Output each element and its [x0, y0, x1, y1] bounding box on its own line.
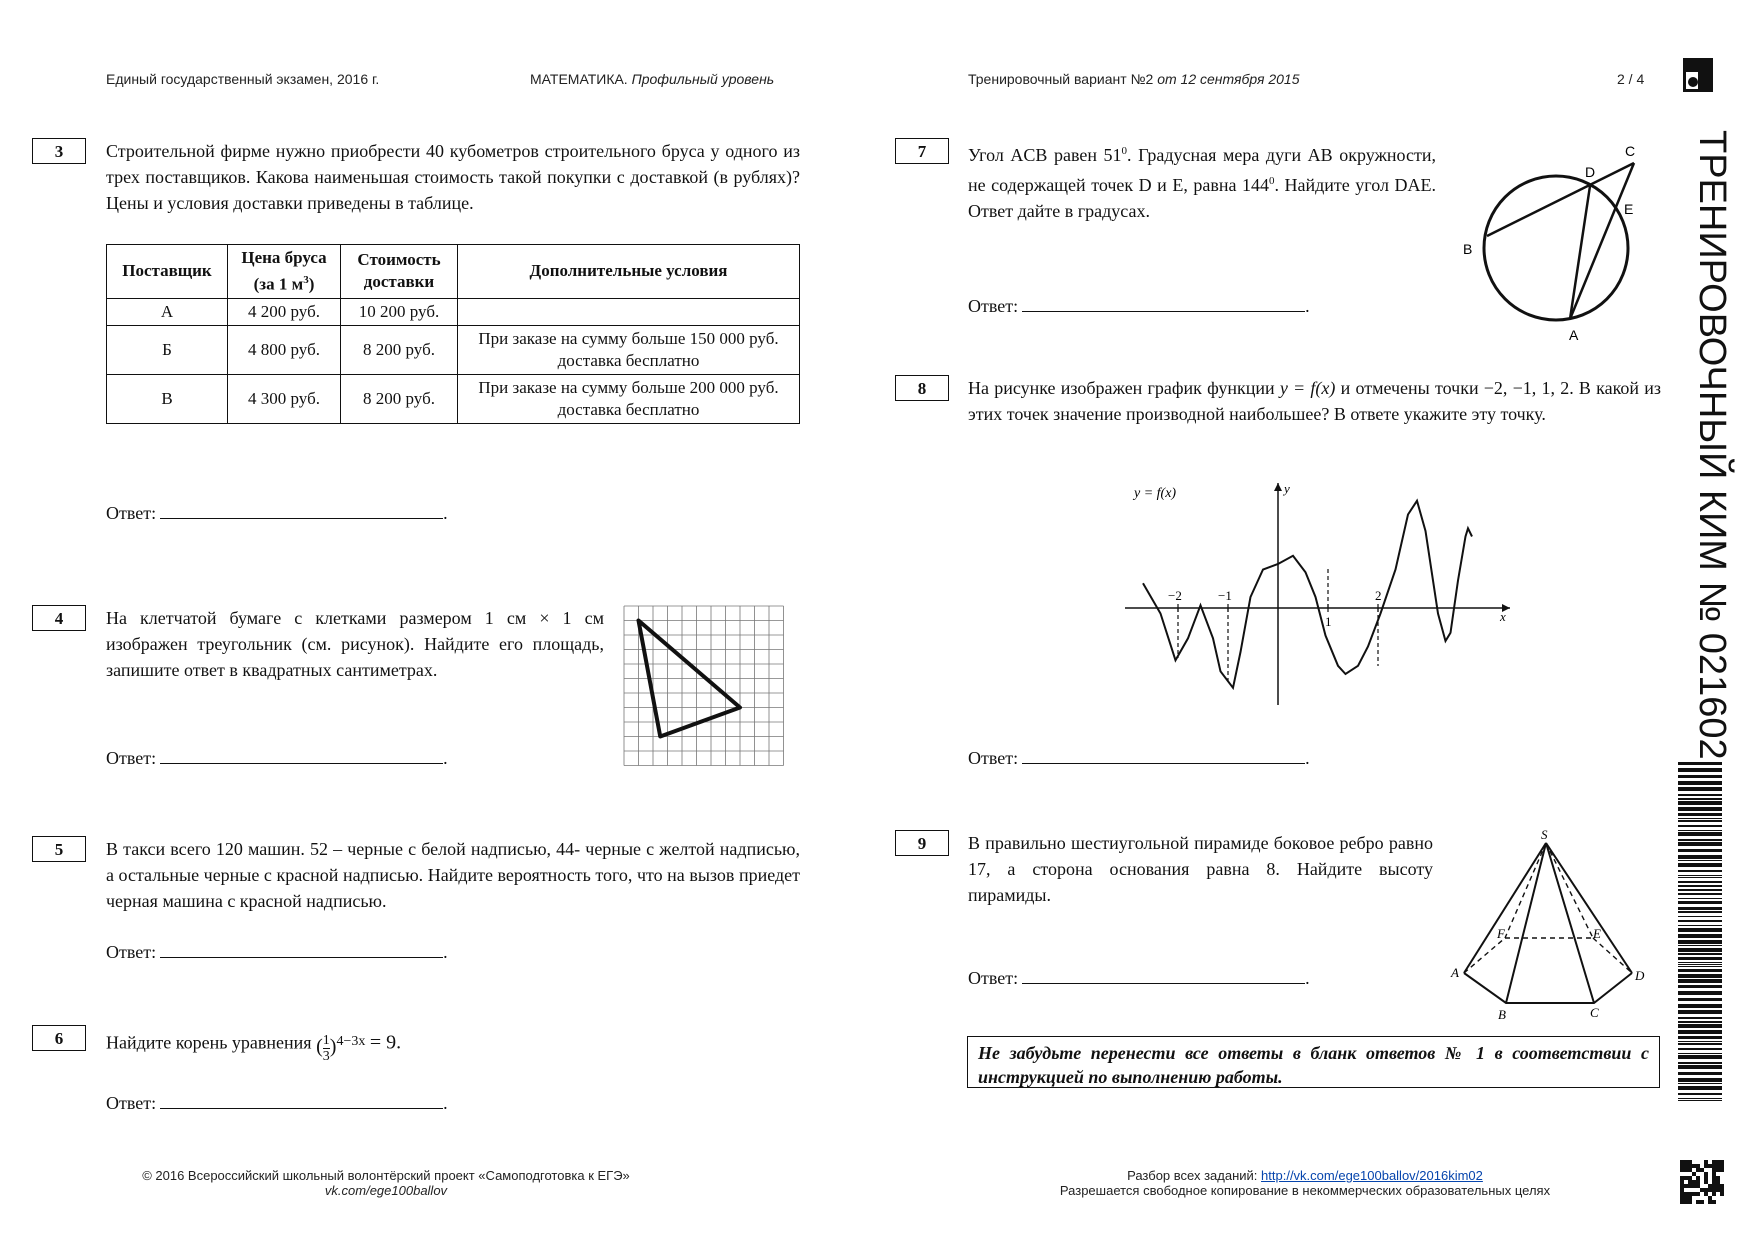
footer-project-link: vk.com/ege100ballov: [324, 1183, 448, 1198]
qr-module: [1692, 1180, 1696, 1184]
qr-module: [1704, 1176, 1708, 1180]
barcode-bar: [1678, 991, 1722, 995]
barcode-bar: [1678, 1048, 1722, 1050]
barcode-bar: [1678, 985, 1722, 988]
barcode-bar: [1678, 957, 1722, 960]
qr-module: [1692, 1192, 1696, 1196]
qr-module: [1688, 1160, 1692, 1164]
barcode-bar: [1678, 1062, 1722, 1064]
circle: [1484, 176, 1628, 320]
barcode-bar: [1678, 948, 1722, 952]
qr-module: [1692, 1184, 1696, 1188]
task-6-text: [106, 1022, 606, 1067]
task-7-deg-2: 0: [1268, 175, 1275, 187]
qr-module: [1692, 1172, 1696, 1176]
qr-module: [1684, 1164, 1688, 1168]
barcode-bar: [1678, 979, 1722, 983]
task-7-text-b: . Градусная мера дуги AB окружности, не содержащей точек D и E, равна 144: [968, 145, 1436, 195]
footer-copyright: © 2016 Всероссийский школьный волонтёрский проект «Самоподготовка к ЕГЭ»: [142, 1168, 630, 1183]
task-7-text-a: Угол ACB равен 51: [968, 145, 1122, 165]
task-7-text: [968, 138, 1436, 224]
answer-label: Ответ:: [968, 748, 1019, 768]
task-8-text-a: На рисунке изображен график функции: [968, 378, 1275, 398]
label-s: S: [1541, 827, 1548, 842]
barcode-bar: [1678, 1043, 1722, 1045]
qr-module: [1720, 1160, 1724, 1164]
header-subject: [530, 71, 774, 87]
task-8-function-graph: [1120, 475, 1520, 715]
qr-module: [1708, 1196, 1712, 1200]
qr-module: [1712, 1172, 1716, 1176]
barcode-bar: [1678, 881, 1722, 883]
answer-label: Ответ:: [106, 1093, 157, 1113]
qr-module: [1720, 1168, 1724, 1172]
barcode-bar: [1678, 1024, 1722, 1028]
barcode-bar: [1678, 1072, 1722, 1075]
label-f: F: [1497, 926, 1505, 941]
task-6-answer: Ответ: .: [106, 1093, 448, 1113]
axis-x-label: x: [1500, 609, 1506, 624]
qr-module: [1716, 1180, 1720, 1184]
qr-module: [1712, 1184, 1716, 1188]
answer-label: Ответ:: [968, 968, 1019, 988]
barcode-bar: [1678, 925, 1722, 926]
qr-module: [1704, 1164, 1708, 1168]
task-6-frac-num: 1: [322, 1032, 330, 1048]
barcode-bar: [1678, 842, 1722, 846]
table-header-price-tail: ): [308, 274, 315, 294]
footer-left: [106, 1168, 666, 1198]
qr-module: [1720, 1188, 1724, 1192]
qr-module: [1680, 1192, 1684, 1196]
table-cell: [458, 298, 800, 325]
barcode-bar: [1678, 830, 1722, 831]
qr-module: [1680, 1196, 1684, 1200]
reminder-box: Не забудьте перенести все ответы в бланк ответов № 1 в соответствии с инструкцией по выполнению работы.: [967, 1036, 1660, 1088]
barcode-bar: [1678, 1010, 1722, 1014]
barcode-bar: [1678, 855, 1722, 859]
barcode-bar: [1678, 1030, 1722, 1034]
task-6-prompt: Найдите корень уравнения: [106, 1032, 312, 1053]
qr-code: [1680, 1160, 1724, 1204]
answer-line[interactable]: [1022, 749, 1305, 764]
qr-module: [1720, 1192, 1724, 1196]
barcode-bar: [1678, 885, 1722, 887]
qr-module: [1720, 1184, 1724, 1188]
footer-right: [1000, 1168, 1610, 1198]
qr-module: [1680, 1188, 1684, 1192]
answer-line[interactable]: [160, 1094, 443, 1109]
barcode-bar: [1678, 1053, 1722, 1054]
barcode-bar: [1678, 928, 1722, 932]
barcode-bar: [1678, 907, 1722, 910]
table-row: [107, 325, 800, 374]
qr-module: [1680, 1164, 1684, 1168]
axis-y-label: y: [1284, 481, 1290, 496]
barcode-bar: [1678, 1017, 1722, 1019]
barcode-bar: [1678, 798, 1722, 800]
side-title: [1655, 130, 1745, 760]
qr-module: [1696, 1168, 1700, 1172]
task-8-answer: Ответ: .: [968, 748, 1310, 768]
barcode-bar: [1678, 969, 1722, 972]
table-row: [107, 374, 800, 423]
answer-label: Ответ:: [106, 748, 157, 768]
footer-review-link[interactable]: http://vk.com/ege100ballov/2016kim02: [1261, 1168, 1483, 1183]
task-7-answer: Ответ: .: [968, 296, 1310, 316]
table-header-delivery: Стоимость доставки: [341, 245, 458, 299]
task-8-text-b: и отмечены точки −2, −1, 1, 2. В какой из этих точек значение производной наибольшее? В ответе укажите эту точку.: [968, 378, 1662, 424]
qr-module: [1680, 1180, 1684, 1184]
barcode-bar: [1678, 953, 1722, 955]
qr-module: [1688, 1176, 1692, 1180]
label-d: D: [1635, 968, 1645, 983]
qr-module: [1688, 1184, 1692, 1188]
table-header-row: [107, 245, 800, 299]
qr-module: [1700, 1188, 1704, 1192]
y-axis-arrow-icon: [1274, 483, 1282, 491]
header-variant-name: Тренировочный вариант №2: [968, 71, 1154, 87]
barcode-bar: [1678, 898, 1722, 899]
qr-module: [1688, 1164, 1692, 1168]
header-subject-name: МАТЕМАТИКА.: [530, 71, 628, 87]
task-6-rhs: = 9.: [369, 1031, 402, 1054]
side-title-text: ТРЕНИРОВОЧНЫЙ КИМ № 021602: [1691, 130, 1733, 760]
qr-module: [1680, 1200, 1684, 1204]
qr-module: [1680, 1168, 1684, 1172]
task-3-answer: Ответ: .: [106, 503, 448, 523]
qr-module: [1704, 1172, 1708, 1176]
barcode-bar: [1678, 768, 1722, 772]
task-4-triangle-figure: [620, 602, 790, 776]
task-6-exponent: 4−3x: [336, 1034, 366, 1049]
barcode-bar: [1678, 1086, 1722, 1090]
qr-module: [1712, 1164, 1716, 1168]
table-cell: А: [107, 298, 228, 325]
answer-line[interactable]: [160, 943, 443, 958]
task-3-number: 3: [32, 138, 86, 164]
qr-module: [1684, 1200, 1688, 1204]
barcode-bar: [1678, 1065, 1722, 1069]
barcode-bar: [1678, 945, 1722, 946]
barcode-bar: [1678, 962, 1722, 963]
task-4-number: 4: [32, 605, 86, 631]
barcode-bar: [1678, 875, 1722, 876]
barcode-bar: [1678, 849, 1722, 852]
header-page-number: 2 / 4: [1617, 71, 1645, 87]
footer-tasks-review: [1000, 1168, 1610, 1183]
barcode-bar: [1678, 889, 1722, 891]
task-7-text-c: . Найдите угол DAE. Ответ дайте в градусах.: [968, 175, 1436, 221]
qr-module: [1680, 1160, 1684, 1164]
table-cell: При заказе на сумму больше 200 000 руб. доставка бесплатно: [458, 374, 800, 423]
table-header-conditions: Дополнительные условия: [458, 245, 800, 299]
task-8-formula: y = f(x): [1279, 378, 1336, 398]
qr-module: [1704, 1180, 1708, 1184]
task-9-number: 9: [895, 830, 949, 856]
barcode-bar: [1678, 801, 1722, 805]
segment-bc: [1487, 163, 1634, 236]
qr-module: [1688, 1200, 1692, 1204]
barcode: [1678, 762, 1724, 1107]
table-row: [107, 298, 800, 325]
header-variant-date: от 12 сентября 2015: [1157, 71, 1300, 87]
qr-module: [1696, 1192, 1700, 1196]
barcode-bar: [1678, 813, 1722, 816]
qr-module: [1704, 1160, 1708, 1164]
qr-module: [1696, 1164, 1700, 1168]
barcode-bar: [1678, 870, 1722, 872]
barcode-bar: [1678, 787, 1722, 791]
answer-label: Ответ:: [106, 942, 157, 962]
label-c: C: [1590, 1005, 1599, 1020]
qr-module: [1712, 1160, 1716, 1164]
barcode-bar: [1678, 916, 1722, 917]
table-header-supplier: Поставщик: [107, 245, 228, 299]
qr-module: [1712, 1188, 1716, 1192]
qr-module: [1700, 1200, 1704, 1204]
qr-module: [1696, 1176, 1700, 1180]
table-cell: 4 300 руб.: [228, 374, 341, 423]
task-9-pyramid-figure: [1445, 825, 1655, 1025]
label-d: D: [1585, 164, 1596, 180]
qr-module: [1708, 1164, 1712, 1168]
tick-label: −1: [1218, 588, 1232, 603]
header-level: Профильный уровень: [631, 71, 775, 87]
barcode-bar: [1678, 794, 1722, 796]
footer-review-label: Разбор всех заданий:: [1127, 1168, 1258, 1183]
task-6-equation: ( $\frac{1}{3}$ )$^{4-3x}$: [316, 1032, 366, 1064]
barcode-bar: [1678, 964, 1722, 965]
barcode-bar: [1678, 1055, 1722, 1059]
barcode-bar: [1678, 920, 1722, 922]
qr-module: [1684, 1192, 1688, 1196]
tick-label: 2: [1375, 588, 1382, 603]
table-cell: 4 200 руб.: [228, 298, 341, 325]
qr-module: [1692, 1164, 1696, 1168]
answer-line[interactable]: [1022, 969, 1305, 984]
barcode-bar: [1678, 1078, 1722, 1082]
qr-module: [1708, 1200, 1712, 1204]
qr-module: [1684, 1160, 1688, 1164]
qr-module: [1712, 1192, 1716, 1196]
qr-module: [1688, 1192, 1692, 1196]
task-9-answer: Ответ: .: [968, 968, 1310, 988]
barcode-bar: [1678, 863, 1722, 867]
table-cell: В: [107, 374, 228, 423]
barcode-bar: [1678, 775, 1722, 778]
table-header-price-text: Цена бруса (за 1 м: [241, 248, 327, 294]
function-curve: [1143, 501, 1472, 688]
qr-module: [1708, 1184, 1712, 1188]
qr-module: [1684, 1196, 1688, 1200]
barcode-bar: [1678, 1083, 1722, 1084]
qr-module: [1716, 1184, 1720, 1188]
task-3-table: [106, 244, 800, 424]
task-6-number: 6: [32, 1025, 86, 1051]
corner-marker-icon: [1683, 58, 1713, 92]
barcode-bar: [1678, 820, 1722, 822]
task-9-text: В правильно шестиугольной пирамиде боковое ребро равно 17, а сторона основания равна 8. Найдите высоту пирамиды.: [968, 833, 1433, 905]
label-e: E: [1624, 201, 1634, 217]
barcode-bar: [1678, 807, 1722, 811]
table-header-price-sup: 3: [303, 274, 309, 286]
qr-module: [1680, 1184, 1684, 1188]
qr-module: [1696, 1180, 1700, 1184]
qr-module: [1716, 1160, 1720, 1164]
qr-module: [1708, 1188, 1712, 1192]
task-3-text: Строительной фирме нужно приобрести 40 кубометров строительного бруса у одного из трех поставщиков. Какова наименьшая стоимость такой покупки с доставкой (в рублях)? Цены и условия доставки приведены в таблице.: [106, 141, 800, 213]
table-cell: При заказе на сумму больше 150 000 руб. доставка бесплатно: [458, 325, 800, 374]
qr-module: [1680, 1176, 1684, 1180]
task-7-circle-figure: [1455, 138, 1655, 348]
answer-label: Ответ:: [968, 296, 1019, 316]
tick-label: −2: [1168, 588, 1182, 603]
barcode-bar: [1678, 940, 1722, 944]
table-cell: 10 200 руб.: [341, 298, 458, 325]
task-8-text: [968, 375, 1661, 427]
answer-line[interactable]: [160, 749, 443, 764]
barcode-bar: [1678, 825, 1722, 827]
task-8-number: 8: [895, 375, 949, 401]
label-a: A: [1569, 327, 1579, 343]
header-exam-title: Единый государственный экзамен, 2016 г.: [106, 71, 380, 87]
qr-module: [1712, 1180, 1716, 1184]
barcode-bar: [1678, 893, 1722, 895]
task-7-number: 7: [895, 138, 949, 164]
qr-module: [1716, 1164, 1720, 1168]
task-5-answer: Ответ: .: [106, 942, 448, 962]
answer-line[interactable]: [1022, 297, 1305, 312]
qr-module: [1716, 1176, 1720, 1180]
barcode-bar: [1678, 1004, 1722, 1008]
table-cell: 4 800 руб.: [228, 325, 341, 374]
qr-module: [1712, 1200, 1716, 1204]
qr-module: [1688, 1196, 1692, 1200]
tick-label: 1: [1325, 614, 1332, 629]
barcode-bar: [1678, 877, 1722, 878]
label-b: B: [1463, 241, 1473, 257]
barcode-bar: [1678, 934, 1722, 938]
barcode-bar: [1678, 966, 1722, 967]
barcode-bar: [1678, 1098, 1722, 1099]
qr-module: [1716, 1168, 1720, 1172]
qr-module: [1700, 1168, 1704, 1172]
qr-module: [1712, 1176, 1716, 1180]
segment-ad: [1570, 186, 1590, 319]
label-e: E: [1593, 926, 1601, 941]
barcode-bar: [1678, 998, 1722, 1001]
qr-module: [1696, 1200, 1700, 1204]
task-5-number: 5: [32, 836, 86, 862]
table-cell: 8 200 руб.: [341, 325, 458, 374]
task-4-text: На клетчатой бумаге с клетками размером 1 см × 1 см изображен треугольник (см. рисунок). Найдите его площадь, запишите ответ в квадратных сантиметрах.: [106, 608, 604, 680]
qr-module: [1720, 1164, 1724, 1168]
qr-module: [1716, 1188, 1720, 1192]
barcode-bar: [1678, 1100, 1722, 1101]
qr-module: [1684, 1184, 1688, 1188]
barcode-bar: [1678, 762, 1722, 765]
answer-line[interactable]: [160, 504, 443, 519]
barcode-bar: [1678, 1041, 1722, 1042]
task-5-text: В такси всего 120 машин. 52 – черные с белой надписью, 44- черные с желтой надписью, а остальные черные с красной надписью. Найдите вероятность того, что на вызов приедет черная машина с красной надписью.: [106, 839, 800, 911]
barcode-bar: [1678, 974, 1722, 978]
graph-label: y = f(x): [1134, 486, 1177, 501]
qr-module: [1684, 1176, 1688, 1180]
qr-module: [1712, 1168, 1716, 1172]
qr-module: [1688, 1180, 1692, 1184]
barcode-bar: [1678, 818, 1722, 819]
footer-license: Разрешается свободное копирование в некоммерческих образовательных целях: [1059, 1183, 1551, 1198]
barcode-bar: [1678, 839, 1722, 841]
table-header-price: [228, 245, 341, 299]
table-cell: 8 200 руб.: [341, 374, 458, 423]
barcode-bar: [1678, 901, 1722, 904]
qr-module: [1688, 1168, 1692, 1172]
answer-label: Ответ:: [106, 503, 157, 523]
header-variant: [968, 71, 1300, 87]
barcode-bar: [1678, 781, 1722, 785]
task-7-deg-1: 0: [1121, 145, 1128, 157]
label-c: C: [1625, 143, 1636, 159]
table-cell: Б: [107, 325, 228, 374]
barcode-bar: [1678, 832, 1722, 836]
task-6-frac-den: 3: [322, 1048, 330, 1064]
label-a: A: [1451, 965, 1459, 980]
barcode-bar: [1678, 911, 1722, 913]
qr-module: [1684, 1168, 1688, 1172]
barcode-bar: [1678, 1093, 1722, 1095]
task-4-answer: Ответ: .: [106, 748, 448, 768]
barcode-bar: [1678, 1036, 1722, 1039]
barcode-bar: [1678, 860, 1722, 861]
barcode-bar: [1678, 1021, 1722, 1023]
graph-ticks: [1168, 568, 1382, 683]
label-b: B: [1498, 1007, 1506, 1022]
qr-module: [1704, 1188, 1708, 1192]
qr-module: [1704, 1192, 1708, 1196]
segment-ac: [1570, 163, 1634, 319]
qr-module: [1696, 1184, 1700, 1188]
